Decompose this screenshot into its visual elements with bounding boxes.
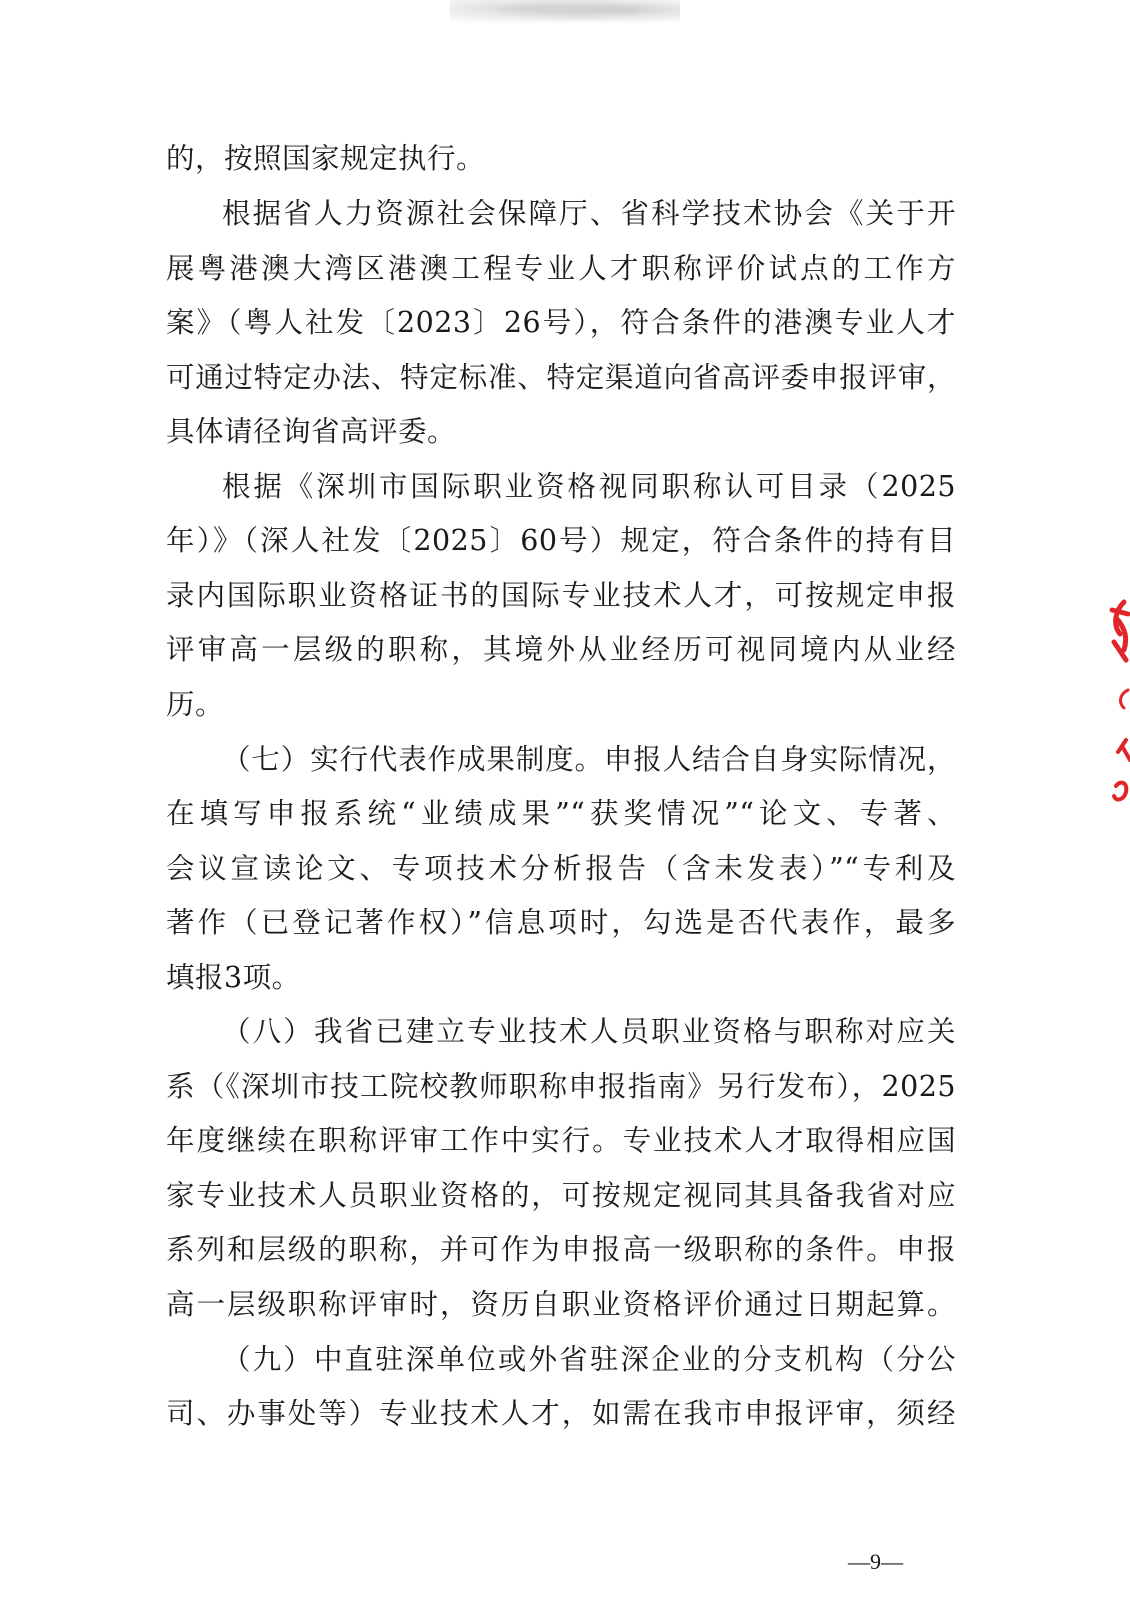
text-line: 评审高一层级的职称，其境外从业经历可视同境内从业经 [166, 633, 956, 666]
text-line: 的，按照国家规定执行。 [166, 142, 486, 175]
text-line: 著作（已登记著作权）”信息项时，勾选是否代表作，最多 [166, 906, 956, 939]
text-line: 填报3项。 [166, 961, 301, 994]
text-line: 年）》（深人社发〔2025〕60号）规定，符合条件的持有目 [166, 524, 956, 557]
red-seal-fragment [1090, 590, 1130, 820]
text-line: 案》（粤人社发〔2023〕26号），符合条件的港澳专业人才 [166, 306, 956, 339]
text-line: （七）实行代表作成果制度。申报人结合自身实际情况， [222, 743, 956, 776]
text-line: 司、办事处等）专业技术人才，如需在我市申报评审，须经 [166, 1397, 956, 1430]
text-line: 高一层级职称评审时，资历自职业资格评价通过日期起算。 [166, 1288, 956, 1321]
scan-smudge [450, 0, 680, 28]
text-line: 系（《深圳市技工院校教师职称申报指南》另行发布），2025 [166, 1070, 956, 1103]
text-line: 家专业技术人员职业资格的，可按规定视同其具备我省对应 [166, 1179, 956, 1212]
text-line: 系列和层级的职称，并可作为申报高一级职称的条件。申报 [166, 1233, 956, 1266]
page-number: —9— [848, 1549, 903, 1574]
text-line: 历。 [166, 688, 225, 721]
text-line: 具体请径询省高评委。 [166, 415, 457, 448]
text-line: 在填写申报系统“业绩成果”“获奖情况”“论文、专著、 [166, 797, 956, 830]
text-line: 会议宣读论文、专项技术分析报告（含未发表）”“专利及 [166, 852, 956, 885]
text-line: 展粤港澳大湾区港澳工程专业人才职称评价试点的工作方 [166, 252, 956, 285]
text-line: （八）我省已建立专业技术人员职业资格与职称对应关 [222, 1015, 956, 1048]
text-line: 根据省人力资源社会保障厅、省科学技术协会《关于开 [222, 197, 956, 230]
text-line: （九）中直驻深单位或外省驻深企业的分支机构（分公 [222, 1343, 956, 1376]
text-line: 录内国际职业资格证书的国际专业技术人才，可按规定申报 [166, 579, 956, 612]
text-line: 年度继续在职称评审工作中实行。专业技术人才取得相应国 [166, 1124, 956, 1157]
text-line: 根据《深圳市国际职业资格视同职称认可目录（2025 [222, 470, 956, 503]
text-line: 可通过特定办法、特定标准、特定渠道向省高评委申报评审， [166, 361, 956, 394]
